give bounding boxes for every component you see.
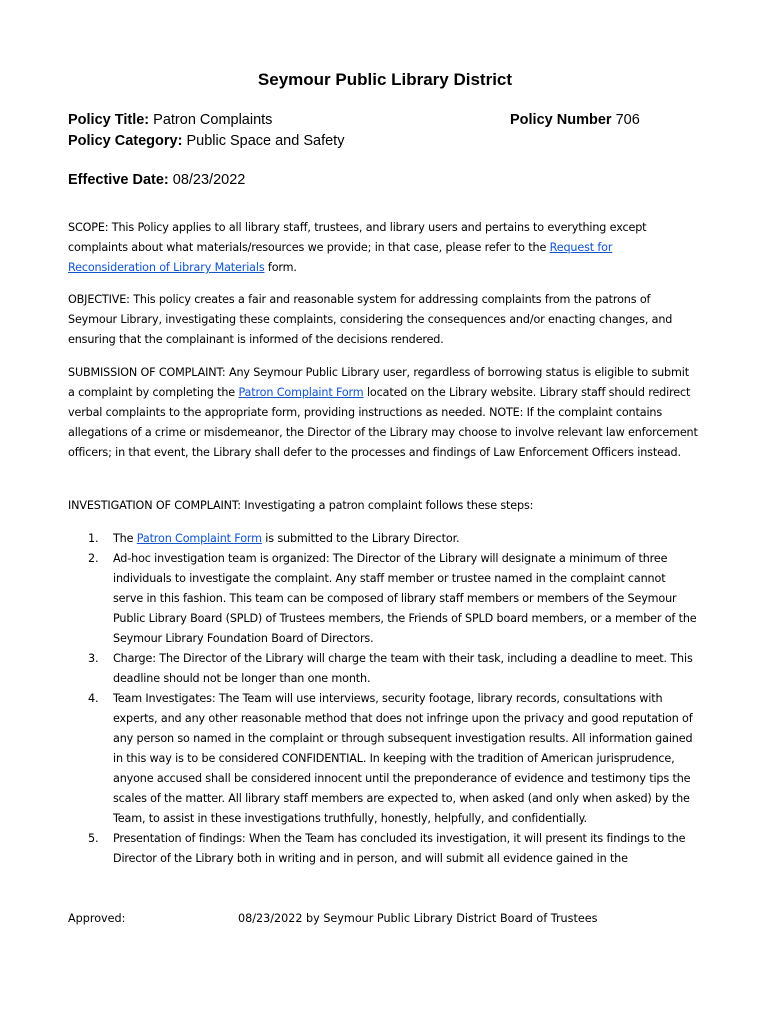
step-number: 4. — [88, 692, 99, 705]
policy-category-line — [68, 133, 344, 149]
submission-text: SUBMISSION OF COMPLAINT: Any Seymour Public Library user, regardless of borrowing status is eligible to submit a complaint by completing the — [68, 366, 689, 399]
patron-complaint-form-link[interactable]: Patron Complaint Form — [238, 386, 364, 399]
policy-number-value: 706 — [615, 112, 640, 128]
step-text: Charge: The Director of the Library will charge the team with their task, including a deadline to meet. This deadline should not be longer than one month. — [113, 652, 693, 685]
list-item — [88, 829, 698, 869]
policy-title-line — [68, 112, 272, 128]
scope-text-end: form. — [264, 261, 297, 274]
document-title: Seymour Public Library District — [257, 70, 513, 89]
list-item — [88, 549, 698, 649]
step-number: 5. — [88, 832, 99, 845]
policy-title-label: Policy Title: — [68, 112, 150, 128]
scope-text: SCOPE: This Policy applies to all library staff, trustees, and library users and pertains to everything except complaints about what materials/resources we provide; in that case, please refer to the — [68, 221, 647, 254]
approved-value: 08/23/2022 by Seymour Public Library District Board of Trustees — [238, 912, 598, 925]
step-text: Presentation of findings: When the Team has concluded its investigation, it will present its findings to the Director of the Library both in writing and in person, and will submit all evidence gained in the — [113, 832, 686, 865]
effective-date-line — [68, 172, 245, 188]
objective-paragraph: OBJECTIVE: This policy creates a fair and reasonable system for addressing complaints from the patrons of Seymour Library, investigating these complaints, considering the consequences and/or enacting changes, and ensuring that the complainant is informed of the decisions rendered. — [68, 293, 673, 346]
step-text: Ad-hoc investigation team is organized: The Director of the Library will designate a minimum of three individuals to investigate the complaint. Any staff member or trustee named in the complaint cannot serve in this fashion. This team can be composed of library staff members or members of the Seymour Public Library Board (SPLD) of Trustees members, the Friends of SPLD board members, or a member of the Seymour Library Foundation Board of Directors. — [113, 552, 697, 645]
effective-date-label: Effective Date: — [68, 172, 169, 188]
submission-text-end: located on the Library website. Library staff should redirect verbal complaints to the appropriate form, providing instructions as needed. NOTE: If the complaint contains allegations of a crime or misdemeanor, the Director of the Library may choose to involve relevant law enforcement officers; in that event, the Library shall defer to the processes and findings of Law Enforcement Officers instead. — [68, 386, 698, 459]
list-item — [88, 529, 698, 549]
policy-title-value: Patron Complaints — [153, 112, 273, 128]
policy-category-label: Policy Category: — [68, 133, 183, 149]
step-text-end: is submitted to the Library Director. — [261, 532, 460, 545]
step-number: 2. — [88, 552, 99, 565]
policy-number-label: Policy Number — [510, 112, 612, 128]
reconsideration-form-link[interactable]: Request for Reconsideration of Library Materials — [68, 241, 613, 274]
approved-label: Approved: — [68, 912, 126, 925]
investigation-intro: INVESTIGATION OF COMPLAINT: Investigating a patron complaint follows these steps: — [68, 499, 534, 512]
list-item — [88, 689, 698, 829]
policy-number-line — [510, 112, 640, 128]
investigation-steps-list — [68, 529, 698, 869]
effective-date-value: 08/23/2022 — [172, 172, 246, 188]
patron-complaint-form-link[interactable]: Patron Complaint Form — [136, 532, 262, 545]
step-number: 3. — [88, 652, 99, 665]
policy-category-value: Public Space and Safety — [186, 133, 345, 149]
list-item — [88, 649, 698, 689]
submission-paragraph — [68, 363, 698, 463]
step-text: The — [113, 532, 137, 545]
step-text: Team Investigates: The Team will use interviews, security footage, library records, consultations with experts, and any other reasonable method that does not infringe upon the privacy and good reputation of any person so named in the complaint or through subsequent investigation results. All information gained in this way is to be considered CONFIDENTIAL. In keeping with the tradition of American jurisprudence, anyone accused shall be considered innocent until the preponderance of evidence and testimony tips the scales of the matter. All library staff members are expected to, when asked (and only when asked) by the Team, to assist in these investigations truthfully, honestly, helpfully, and confidentially. — [113, 692, 693, 825]
scope-paragraph — [68, 218, 698, 278]
step-number: 1. — [88, 532, 99, 545]
